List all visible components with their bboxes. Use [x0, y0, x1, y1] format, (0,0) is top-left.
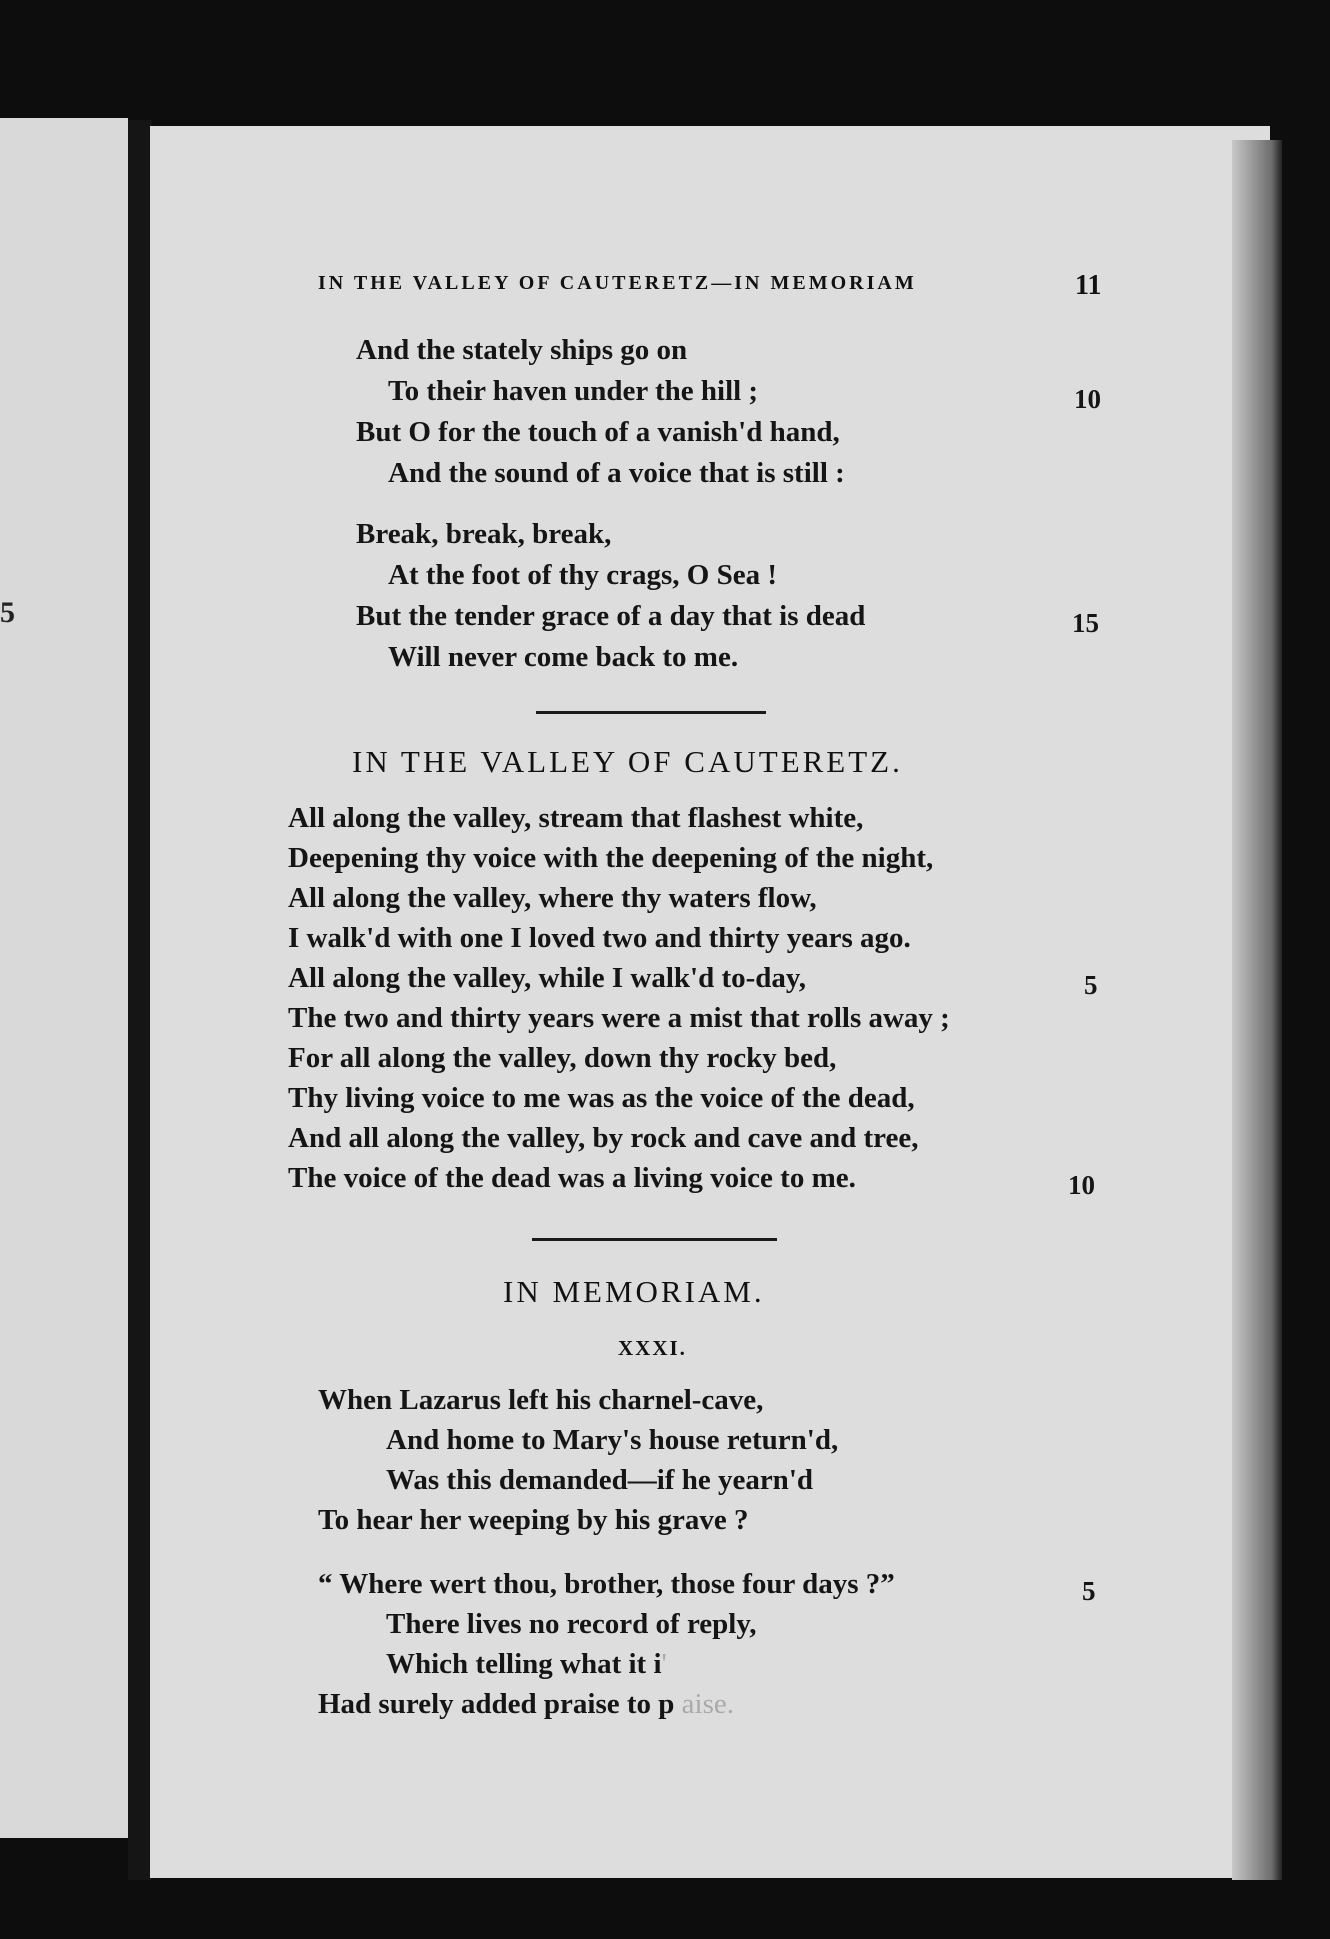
line-number: 5 [1084, 970, 1098, 1000]
line-number: 10 [1074, 384, 1101, 414]
poem-line: There lives no record of reply, [386, 1608, 757, 1640]
poem-line: At the foot of thy crags, O Sea ! [388, 559, 778, 591]
poem-line: But the tender grace of a day that is dead [356, 600, 866, 632]
poem-line: Break, break, break, [356, 518, 612, 550]
running-header: IN THE VALLEY OF CAUTERETZ—IN MEMORIAM [318, 272, 917, 294]
page-stack-edge [1232, 140, 1282, 1880]
poem-line [318, 1688, 734, 1721]
poem-title: IN THE VALLEY OF CAUTERETZ. [352, 744, 903, 779]
poem-line: And home to Mary's house return'd, [386, 1424, 839, 1456]
poem-line: I walk'd with one I loved two and thirty years ago. [288, 922, 911, 954]
section-divider [536, 711, 766, 714]
line-number: 5 [1082, 1576, 1096, 1606]
poem-line: When Lazarus left his charnel-cave, [318, 1384, 764, 1416]
poem-line: All along the valley, where thy waters flow, [288, 882, 817, 914]
poem-line: Will never come back to me. [388, 641, 739, 673]
poem-line [386, 1648, 667, 1681]
poem-line: And the sound of a voice that is still : [388, 457, 845, 489]
section-numeral: XXXI. [618, 1336, 687, 1360]
faded-text: aise. [681, 1688, 734, 1720]
poem-line: But O for the touch of a vanish'd hand, [356, 416, 840, 448]
left-page-line-number: 5 [0, 596, 15, 629]
book-spine [128, 120, 152, 1880]
poem-line: Was this demanded—if he yearn'd [386, 1464, 813, 1496]
poem-line: Deepening thy voice with the deepening of the night, [288, 842, 934, 874]
poem-line-text: Which telling what it i [386, 1648, 662, 1680]
poem-line: For all along the valley, down thy rocky bed, [288, 1042, 837, 1074]
line-number: 15 [1072, 608, 1099, 638]
poem-line: And all along the valley, by rock and cave and tree, [288, 1122, 919, 1154]
poem-line: All along the valley, while I walk'd to-day, [288, 962, 807, 994]
section-divider [532, 1238, 777, 1241]
poem-line: The two and thirty years were a mist that rolls away ; [288, 1002, 950, 1034]
poem-title: IN MEMORIAM. [503, 1274, 765, 1309]
page-number: 11 [1075, 270, 1102, 301]
poem-line: “ Where wert thou, brother, those four days ?” [318, 1568, 895, 1600]
poem-line: All along the valley, stream that flashest white, [288, 802, 864, 834]
poem-line-text: Had surely added praise to p [318, 1688, 675, 1720]
poem-line: The voice of the dead was a living voice to me. [288, 1162, 856, 1194]
poem-line: To their haven under the hill ; [388, 375, 759, 407]
left-page-edge [0, 118, 128, 1838]
faded-text: ' [661, 1648, 667, 1680]
poem-line: Thy living voice to me was as the voice of the dead, [288, 1082, 915, 1114]
poem-line: And the stately ships go on [356, 334, 688, 366]
poem-line: To hear her weeping by his grave ? [318, 1504, 749, 1536]
line-number: 10 [1068, 1170, 1095, 1200]
